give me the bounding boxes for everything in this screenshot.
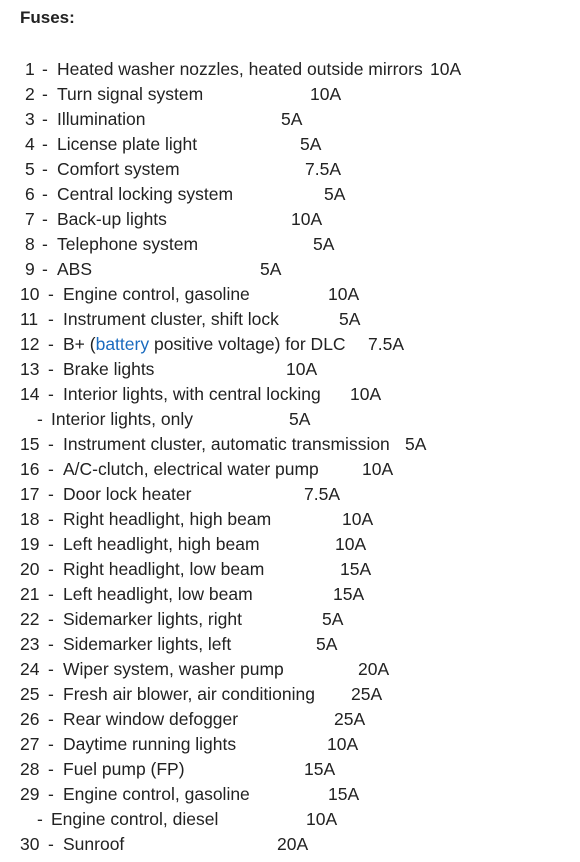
fuse-number: 23 [20,634,40,654]
fuse-rating: 20A [358,659,390,679]
fuse-separator: - [42,209,48,229]
fuse-rating: 5A [339,309,361,329]
fuse-rating: 15A [328,784,360,804]
fuse-description: Interior lights, only [51,409,194,429]
fuse-number: 30 [20,834,40,854]
fuse-row-23 [0,632,580,657]
fuse-separator: - [48,684,54,704]
fuse-description: Engine control, diesel [51,809,219,829]
fuse-separator: - [48,359,54,379]
battery-link[interactable]: battery [95,334,150,354]
fuse-separator: - [48,784,54,804]
fuse-separator: - [42,134,48,154]
fuse-rating: 15A [333,584,365,604]
fuse-number: 21 [20,584,40,604]
fuse-separator: - [48,309,54,329]
fuse-separator: - [48,434,54,454]
fuse-separator: - [42,234,48,254]
fuse-row-11 [0,307,580,332]
fuse-row-1 [0,57,580,82]
fuse-description-suffix: positive voltage) for DLC [149,334,346,354]
fuse-rating: 5A [313,234,335,254]
fuse-row-9 [0,257,580,282]
fuse-description: Engine control, gasoline [63,284,250,304]
fuse-number: 26 [20,709,40,729]
fuse-number: 5 [25,159,35,179]
fuse-description: Fresh air blower, air conditioning [63,684,315,704]
fuse-separator: - [48,759,54,779]
fuse-rating: 7.5A [368,334,404,354]
fuse-rating: 5A [316,634,338,654]
fuse-row-17 [0,482,580,507]
fuse-rating: 15A [340,559,372,579]
fuse-separator: - [37,409,43,429]
fuse-number: 17 [20,484,40,504]
fuse-number: 24 [20,659,40,679]
fuse-number: 27 [20,734,40,754]
fuse-row-13 [0,357,580,382]
fuse-separator: - [48,384,54,404]
fuse-number: 6 [25,184,35,204]
fuse-row-10 [0,282,580,307]
fuse-description: Daytime running lights [63,734,237,754]
fuse-description: Rear window defogger [63,709,239,729]
fuse-list [0,57,580,857]
fuse-description: Fuel pump (FP) [63,759,185,779]
fuse-description: Comfort system [57,159,180,179]
fuse-description: Sidemarker lights, left [63,634,232,654]
fuse-number: 12 [20,334,40,354]
fuse-description: Right headlight, low beam [63,559,265,579]
fuse-number: 11 [20,309,39,329]
fuse-separator: - [48,284,54,304]
fuse-row-12 [0,332,580,357]
fuse-rating: 10A [310,84,342,104]
fuse-number: 20 [20,559,40,579]
fuse-separator: - [48,609,54,629]
fuse-row-6 [0,182,580,207]
fuse-separator: - [42,184,48,204]
fuse-rating: 10A [286,359,318,379]
fuse-rating: 5A [281,109,303,129]
fuse-description: Left headlight, high beam [63,534,260,554]
fuse-separator: - [48,584,54,604]
fuse-separator: - [48,509,54,529]
fuse-description: Illumination [57,109,146,129]
fuse-description-prefix: B+ ( [63,334,96,354]
fuse-separator: - [48,534,54,554]
fuse-row-3 [0,107,580,132]
fuse-rating: 10A [306,809,338,829]
fuse-separator: - [48,734,54,754]
fuse-rating: 25A [334,709,366,729]
fuse-description: Door lock heater [63,484,192,504]
fuse-rating: 10A [291,209,323,229]
fuse-rating: 10A [362,459,394,479]
fuse-row-21 [0,582,580,607]
fuse-separator: - [42,259,48,279]
fuse-row-24 [0,657,580,682]
fuse-number: 13 [20,359,40,379]
fuse-description: Left headlight, low beam [63,584,253,604]
fuse-description: Sidemarker lights, right [63,609,242,629]
fuse-number: 29 [20,784,40,804]
fuse-row-4 [0,132,580,157]
fuse-number: 22 [20,609,40,629]
fuse-row-7 [0,207,580,232]
fuse-description: Instrument cluster, shift lock [63,309,279,329]
fuse-description: Instrument cluster, automatic transmission [63,434,390,454]
fuse-row-8 [0,232,580,257]
fuse-separator: - [42,159,48,179]
fuse-row-19 [0,532,580,557]
fuse-row-22 [0,607,580,632]
fuse-number: 25 [20,684,40,704]
fuse-description: A/C-clutch, electrical water pump [63,459,319,479]
fuse-number: 3 [25,109,35,129]
fuse-rating: 10A [342,509,374,529]
fuse-description: ABS [57,259,93,279]
fuse-rating: 5A [322,609,344,629]
fuse-number: 2 [25,84,35,104]
fuse-separator: - [42,59,48,79]
fuse-number: 16 [20,459,40,479]
fuse-number: 4 [25,134,35,154]
next-row-cutoff [0,855,580,862]
fuse-rating: 10A [350,384,382,404]
fuse-row-15 [0,432,580,457]
fuse-number: 19 [20,534,40,554]
fuse-row-16 [0,457,580,482]
fuse-description [63,332,346,357]
fuse-rating: 15A [304,759,336,779]
fuse-number: 7 [25,209,35,229]
fuse-number: 14 [20,384,40,404]
fuse-row-5 [0,157,580,182]
fuse-number: 1 [25,59,35,79]
fuse-row-20 [0,557,580,582]
fuse-description: Telephone system [57,234,199,254]
fuse-rating: 7.5A [304,484,340,504]
fuse-row-14 [0,382,580,407]
fuse-description: Wiper system, washer pump [63,659,284,679]
fuse-rating: 25A [351,684,383,704]
fuse-row-27 [0,732,580,757]
fuse-row-26 [0,707,580,732]
page-title: Fuses: [20,8,75,27]
fuse-row-14-sub [0,407,580,432]
fuse-separator: - [48,334,54,354]
fuse-rating: 5A [300,134,322,154]
fuse-row-2 [0,82,580,107]
fuse-separator: - [48,659,54,679]
fuse-separator: - [37,809,43,829]
fuse-separator: - [48,484,54,504]
fuse-number: 9 [25,259,35,279]
fuse-separator: - [48,834,54,854]
fuse-row-18 [0,507,580,532]
fuse-rating: 20A [277,834,309,854]
fuse-separator: - [48,709,54,729]
fuse-number: 10 [20,284,40,304]
fuse-rating: 5A [289,409,311,429]
fuse-number: 8 [25,234,35,254]
fuse-separator: - [48,459,54,479]
fuse-description: Engine control, gasoline [63,784,250,804]
fuse-number: 18 [20,509,40,529]
fuse-rating: 5A [405,434,427,454]
fuse-number: 28 [20,759,40,779]
fuse-description: Heated washer nozzles, heated outside mirrors [57,59,423,79]
fuse-row-30 [0,832,580,857]
fuse-separator: - [42,84,48,104]
fuse-separator: - [48,634,54,654]
fuse-row-29 [0,782,580,807]
fuse-rating: 5A [260,259,282,279]
fuse-description: License plate light [57,134,198,154]
fuse-rating: 5A [324,184,346,204]
fuse-description: Sunroof [63,834,125,854]
fuse-row-25 [0,682,580,707]
fuse-description: Central locking system [57,184,234,204]
fuse-row-28 [0,757,580,782]
fuse-row-29-sub [0,807,580,832]
fuse-rating: 10A [327,734,359,754]
fuse-rating: 10A [335,534,367,554]
fuse-separator: - [48,559,54,579]
fuse-rating: 7.5A [305,159,341,179]
fuse-description: Back-up lights [57,209,167,229]
fuse-separator: - [42,109,48,129]
fuse-description: Turn signal system [57,84,204,104]
fuse-rating: 10A [328,284,360,304]
fuse-description: Right headlight, high beam [63,509,272,529]
fuse-description: Brake lights [63,359,155,379]
fuse-description: Interior lights, with central locking [63,384,321,404]
fuse-rating: 10A [430,59,462,79]
fuse-number: 15 [20,434,40,454]
